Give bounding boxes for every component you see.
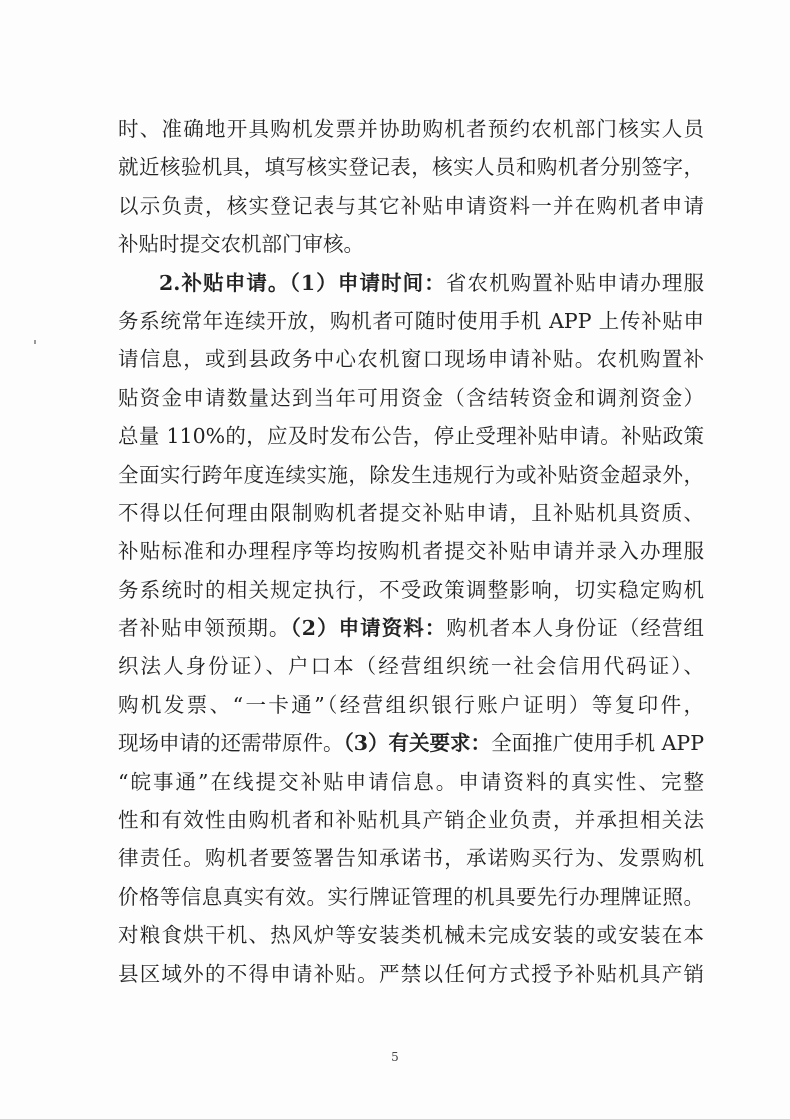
- text-line: [118, 647, 704, 685]
- bold-text-run: 2.补贴申请。: [159, 270, 290, 295]
- text-run: 对粮食烘干机、热风炉等安装类机械未完成安装的或安装在本: [118, 923, 704, 948]
- text-run: 补贴时提交农机部门审核。: [118, 232, 364, 257]
- text-run: “皖事通”在线提交补贴申请信息。申请资料的真实性、完整: [118, 769, 704, 794]
- scan-speck: [34, 340, 36, 344]
- text-line: [118, 225, 704, 263]
- text-run: 贴资金申请数量达到当年可用资金（含结转资金和调剂资金）: [118, 385, 704, 410]
- text-line: [118, 609, 704, 647]
- text-run: 不得以任何理由限制购机者提交补贴申请，且补贴机具资质、: [118, 500, 704, 525]
- text-run: 时、准确地开具购机发票并协助购机者预约农机部门核实人员: [118, 117, 704, 141]
- text-line: [118, 878, 704, 916]
- text-line: [118, 494, 704, 532]
- bold-text-run: （3）有关要求：: [343, 731, 492, 756]
- text-line: [118, 916, 704, 954]
- text-line: [118, 417, 704, 455]
- text-run: 价格等信息真实有效。实行牌证管理的机具要先行办理牌证照。: [118, 884, 704, 909]
- text-run: 务系统时的相关规定执行，不受政策调整影响，切实稳定购机: [118, 577, 704, 602]
- text-line: [118, 187, 704, 225]
- text-run: 性和有效性由购机者和补贴机具产销企业负责，并承担相关法: [118, 808, 704, 833]
- text-line: [118, 302, 704, 340]
- text-line: [118, 456, 704, 494]
- text-run: 全面实行跨年度连续实施，除发生违规行为或补贴资金超录外，: [118, 462, 704, 487]
- text-line: [118, 763, 704, 801]
- text-run: 务系统常年连续开放，购机者可随时使用手机 APP 上传补贴申: [118, 308, 704, 333]
- text-run: 县区域外的不得申请补贴。严禁以任何方式授予补贴机具产销: [118, 961, 704, 986]
- text-line: [118, 340, 704, 378]
- text-run: 省农机购置补贴申请办理服: [445, 270, 704, 295]
- text-run: 购机发票、“一卡通”（经营组织银行账户证明）等复印件，: [118, 692, 704, 717]
- bold-text-run: （2）申请资料：: [290, 616, 447, 641]
- text-line: [118, 110, 704, 148]
- bold-text-run: （1）申请时间：: [289, 270, 446, 295]
- text-run: 补贴标准和办理程序等均按购机者提交补贴申请并录入办理服: [118, 539, 704, 564]
- text-run: 现场申请的还需带原件。: [118, 731, 344, 756]
- text-run: 律责任。购机者要签署告知承诺书，承诺购买行为、发票购机: [118, 846, 704, 871]
- text-line: [118, 686, 704, 724]
- text-line: [118, 264, 704, 302]
- text-run: 就近核验机具，填写核实登记表，核实人员和购机者分别签字，: [118, 155, 704, 180]
- text-line: [118, 724, 704, 762]
- text-line: [118, 379, 704, 417]
- text-line: [118, 955, 704, 993]
- document-body: [118, 110, 704, 993]
- text-run: 者补贴申领预期。: [118, 616, 291, 641]
- page-number: 5: [391, 1050, 399, 1064]
- text-run: 以示负责，核实登记表与其它补贴申请资料一并在购机者申请: [118, 193, 704, 218]
- text-run: 总量 110%的，应及时发布公告，停止受理补贴申请。补贴政策: [118, 424, 704, 449]
- text-run: 购机者本人身份证（经营组: [446, 616, 704, 641]
- text-line: [118, 532, 704, 570]
- text-line: [118, 801, 704, 839]
- text-line: [118, 839, 704, 877]
- text-line: [118, 148, 704, 186]
- text-line: [118, 571, 704, 609]
- text-run: 请信息，或到县政务中心农机窗口现场申请补贴。农机购置补: [118, 347, 704, 372]
- text-run: 全面推广使用手机 APP: [491, 731, 704, 756]
- text-run: 织法人身份证）、户口本（经营组织统一社会信用代码证）、: [118, 654, 704, 679]
